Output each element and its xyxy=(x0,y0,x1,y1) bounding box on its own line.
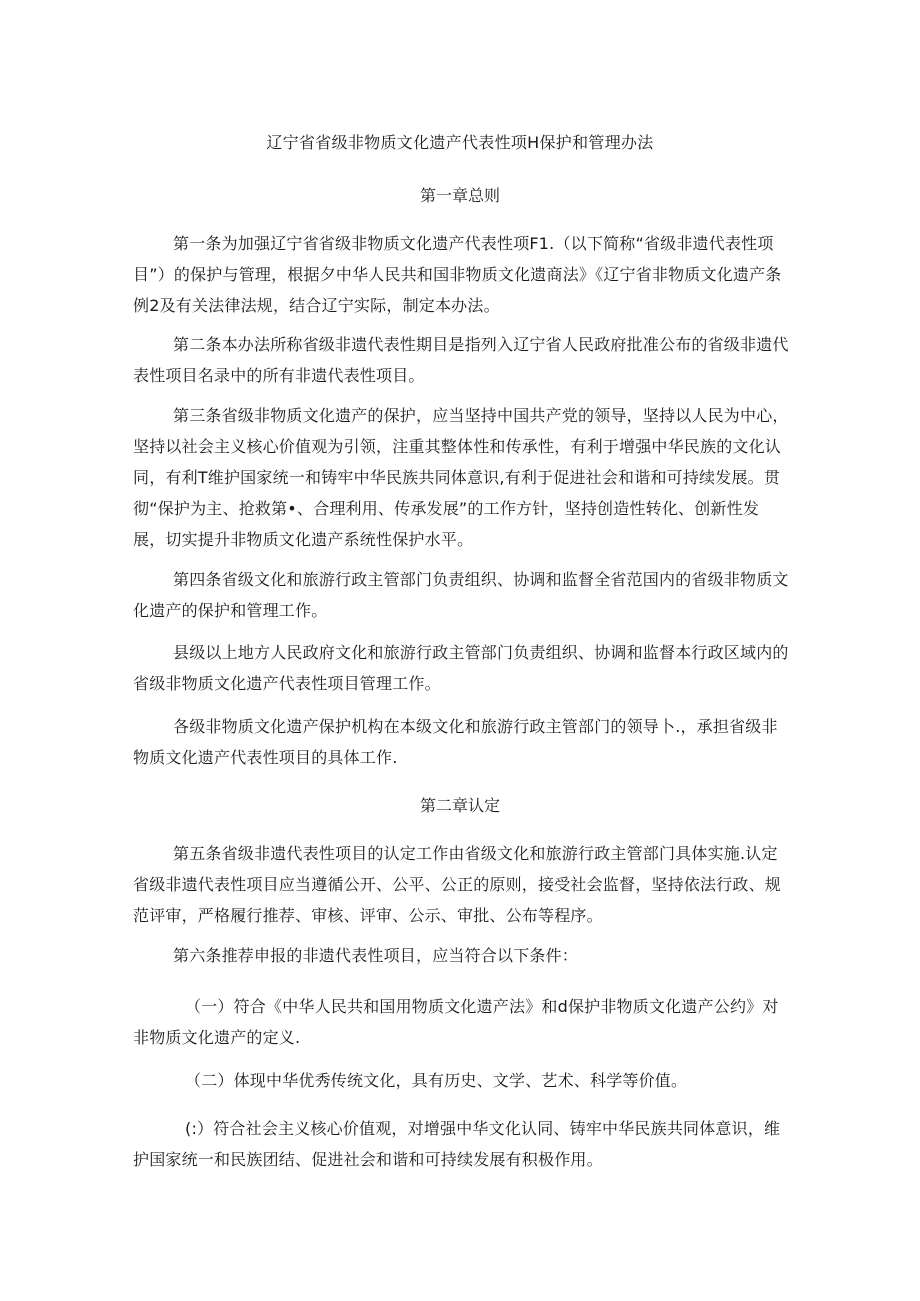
article-4-paragraph-3: 各级非物质文化遗产保护机构在本级文化和旅游行政主管部门的领导卜.，承担省级非物质文化遗产代表性项目的具体工作. xyxy=(133,717,778,767)
article-4-paragraph-2: 县级以上地方人民政府文化和旅游行政主管部门负责组织、协调和监督本行政区域内的省级非物质文化遗产代表性项目管理工作。 xyxy=(133,643,789,693)
article-6: 第六条推荐申报的非遗代表性项目，应当符合以下条件： xyxy=(173,946,579,965)
article-1: 第一条为加强辽宁省省级非物质文化遗产代表性项F1.（以下简称“省级非遗代表性项目”）的保护与管理，根据夕中华人民共和国非物质文化遗商法》《辽宁省非物质文化遗产条例2及有关法律法规，结合辽宁实际，制定本办法。 xyxy=(133,234,782,315)
condition-item-3: (:）符合社会主义核心价值观，对增强中华文化认同、铸牢中华民族共同体意识，维护国家统一和民族团结、促进社会和谐和可持续发展有积极作用。 xyxy=(133,1119,781,1169)
article-3: 第三条省级非物质文化遗产的保护，应当坚持中国共产党的领导，坚持以人民为中心，坚持以社会主义核心价值观为引领，注重其整体性和传承性，有利于增强中华民族的文化认同，有利T维护国家统一和铸牢中华民族共同体意识,有利于促进社会和谐和可持续发展。贯彻“保护为主、抢救第•、合理利用、传承发展”的工作方针，坚持创造性转化、创新性发展，切实提升非物质文化遗产系统性保护水平。 xyxy=(133,406,789,549)
article-2: 第二条本办法所称省级非遗代表性期目是指列入辽宁省人民政府批准公布的省级非遗代表性项目名录中的所有非遗代表性项目。 xyxy=(133,335,789,385)
article-5: 第五条省级非遗代表性项目的认定工作由省级文化和旅游行政主管部门具体实施.认定省级非遗代表性项目应当遵循公开、公平、公正的原则，接受社会监督，坚持依法行政、规范评审，严格履行推荐、审核、评审、公示、审批、公布等程序。 xyxy=(133,844,782,925)
article-4: 第四条省级文化和旅游行政主管部门负责组织、协调和监督全省范国内的省级非物质文化遗产的保护和管理工作。 xyxy=(133,570,789,620)
document-title: 辽宁省省级非物质文化遗产代表性项H保护和管理办法 xyxy=(266,133,654,152)
condition-item-2: （二）体现中华优秀传统文化，具有历史、文学、艺术、科学等价值。 xyxy=(185,1071,688,1090)
condition-item-1: （一）符合《中华人民共和国用物质文化遗产法》和d保护非物质文化遗产公约》对非物质文化遗产的定义. xyxy=(133,997,779,1047)
chapter-heading-2: 第二章认定 xyxy=(419,796,500,815)
chapter-heading-1: 第一章总则 xyxy=(419,186,500,205)
